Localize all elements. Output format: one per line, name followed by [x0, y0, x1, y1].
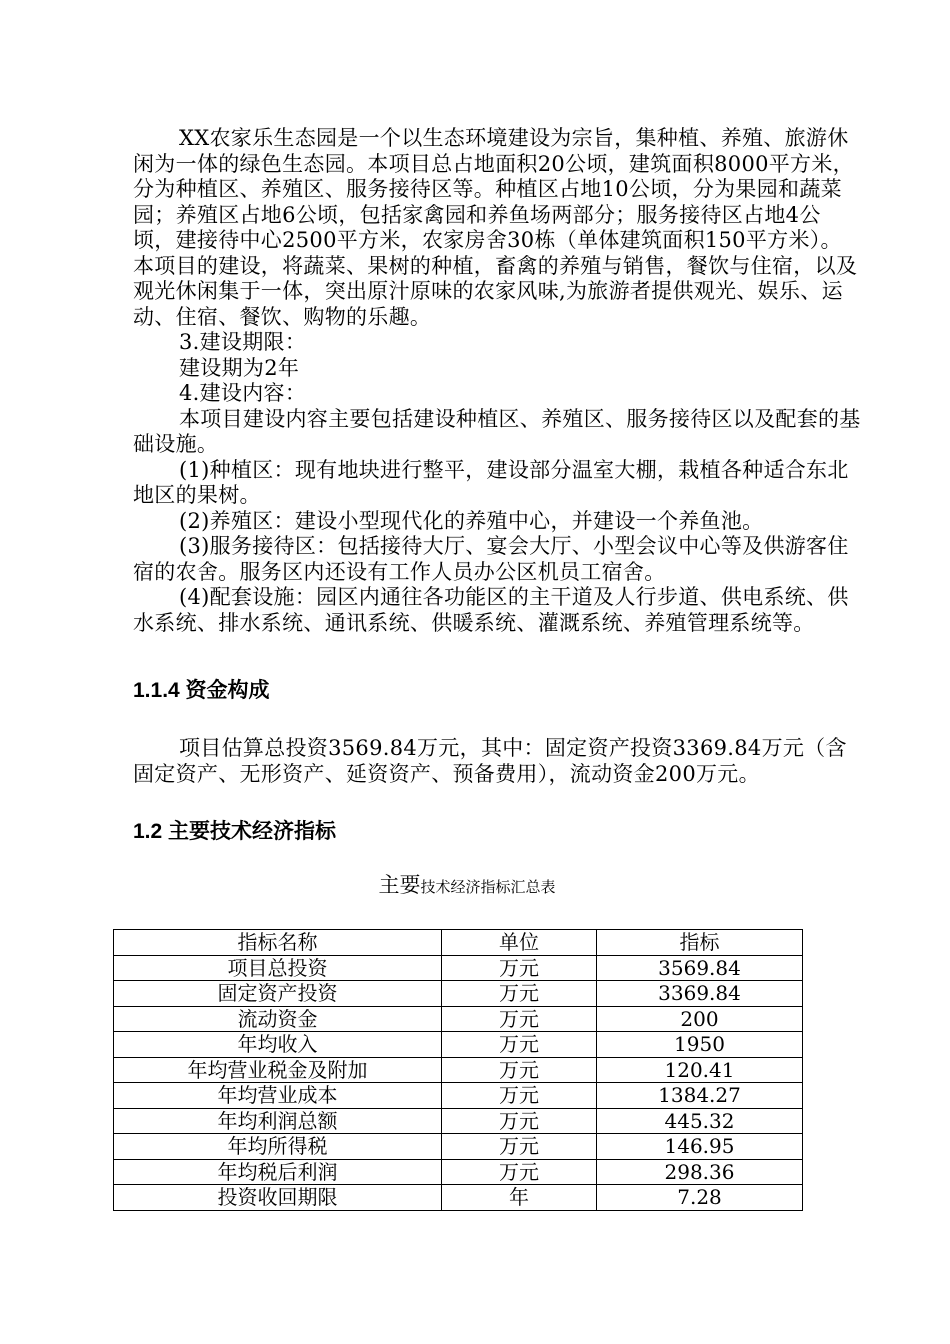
item-breeding: (2)养殖区：建设小型现代化的养殖中心，并建设一个养鱼池。	[179, 508, 764, 533]
period-heading: 3.建设期限：	[179, 330, 307, 354]
cell-value: 200	[597, 1006, 803, 1032]
period-text: 建设期为2年	[179, 355, 300, 380]
header-unit: 单位	[442, 930, 597, 956]
funding-heading: 1.1.4 资金构成	[133, 679, 270, 702]
cell-unit: 万元	[442, 1032, 597, 1058]
cell-unit: 万元	[442, 1159, 597, 1185]
cell-unit: 万元	[442, 955, 597, 981]
cell-value: 3369.84	[597, 981, 803, 1007]
table-row	[114, 981, 803, 1007]
content-heading: 4.建设内容：	[179, 381, 307, 405]
cell-unit: 万元	[442, 1006, 597, 1032]
indicators-table	[113, 929, 803, 1211]
cell-name: 年均所得税	[114, 1134, 442, 1160]
table-row	[114, 1134, 803, 1160]
document-page	[133, 126, 861, 899]
cell-value: 1950	[597, 1032, 803, 1058]
table-row	[114, 1057, 803, 1083]
item-reception: (3)服务接待区：包括接待大厅、宴会大厅、小型会议中心等及供游客住宿的农舍。服务区内还设有工作人员办公区机员工宿舍。	[133, 534, 849, 584]
cell-name: 年均税后利润	[114, 1159, 442, 1185]
table-row	[114, 1108, 803, 1134]
cell-value: 146.95	[597, 1134, 803, 1160]
cell-value: 3569.84	[597, 955, 803, 981]
table-row	[114, 1032, 803, 1058]
table-row	[114, 1006, 803, 1032]
cell-name: 固定资产投资	[114, 981, 442, 1007]
cell-value: 120.41	[597, 1057, 803, 1083]
table-caption-main: 主要	[378, 873, 421, 897]
item-planting: (1)种植区：现有地块进行整平，建设部分温室大棚，栽植各种适合东北地区的果树。	[133, 457, 849, 507]
item-facilities: (4)配套设施：园区内通往各功能区的主干道及人行步道、供电系统、供水系统、排水系统、通讯系统、供暖系统、灌溉系统、养殖管理系统等。	[133, 585, 849, 635]
cell-value: 298.36	[597, 1159, 803, 1185]
cell-name: 年均收入	[114, 1032, 442, 1058]
content-text: 本项目建设内容主要包括建设种植区、养殖区、服务接待区以及配套的基础设施。	[133, 406, 861, 456]
cell-name: 投资收回期限	[114, 1185, 442, 1211]
table-caption	[103, 873, 831, 899]
table-row	[114, 1159, 803, 1185]
header-value: 指标	[597, 930, 803, 956]
cell-name: 年均营业成本	[114, 1083, 442, 1109]
cell-name: 年均利润总额	[114, 1108, 442, 1134]
table-row	[114, 1185, 803, 1211]
cell-name: 流动资金	[114, 1006, 442, 1032]
cell-unit: 万元	[442, 1057, 597, 1083]
cell-name: 项目总投资	[114, 955, 442, 981]
cell-value: 7.28	[597, 1185, 803, 1211]
cell-name: 年均营业税金及附加	[114, 1057, 442, 1083]
cell-unit: 万元	[442, 1083, 597, 1109]
cell-unit: 万元	[442, 981, 597, 1007]
intro-paragraph: XX农家乐生态园是一个以生态环境建设为宗旨，集种植、养殖、旅游休闲为一体的绿色生态园。本项目总占地面积20公顷，建筑面积8000平方米，分为种植区、养殖区、服务接待区等。种植区占地10公顷，分为果园和蔬菜园；养殖区占地6公顷，包括家禽园和养鱼场两部分；服务接待区占地4公顷，建接待中心2500平方米，农家房舍30栋（单体建筑面积150平方米）。本项目的建设，将蔬菜、果树的种植，畜禽的养殖与销售，餐饮与住宿，以及观光休闲集于一体，突出原汁原味的农家风味,为旅游者提供观光、娱乐、运动、住宿、餐饮、购物的乐趣。	[133, 126, 858, 329]
table-caption-rest: 技术经济指标汇总表	[420, 878, 556, 896]
cell-unit: 年	[442, 1185, 597, 1211]
cell-value: 445.32	[597, 1108, 803, 1134]
cell-unit: 万元	[442, 1134, 597, 1160]
funding-text: 项目估算总投资3569.84万元，其中：固定资产投资3369.84万元（含固定资产、无形资产、延资资产、预备费用），流动资金200万元。	[133, 736, 847, 786]
cell-value: 1384.27	[597, 1083, 803, 1109]
table-row	[114, 955, 803, 981]
indicators-heading: 1.2 主要技术经济指标	[133, 820, 337, 843]
cell-unit: 万元	[442, 1108, 597, 1134]
header-name: 指标名称	[114, 930, 442, 956]
table-row	[114, 1083, 803, 1109]
table-header-row	[114, 930, 803, 956]
